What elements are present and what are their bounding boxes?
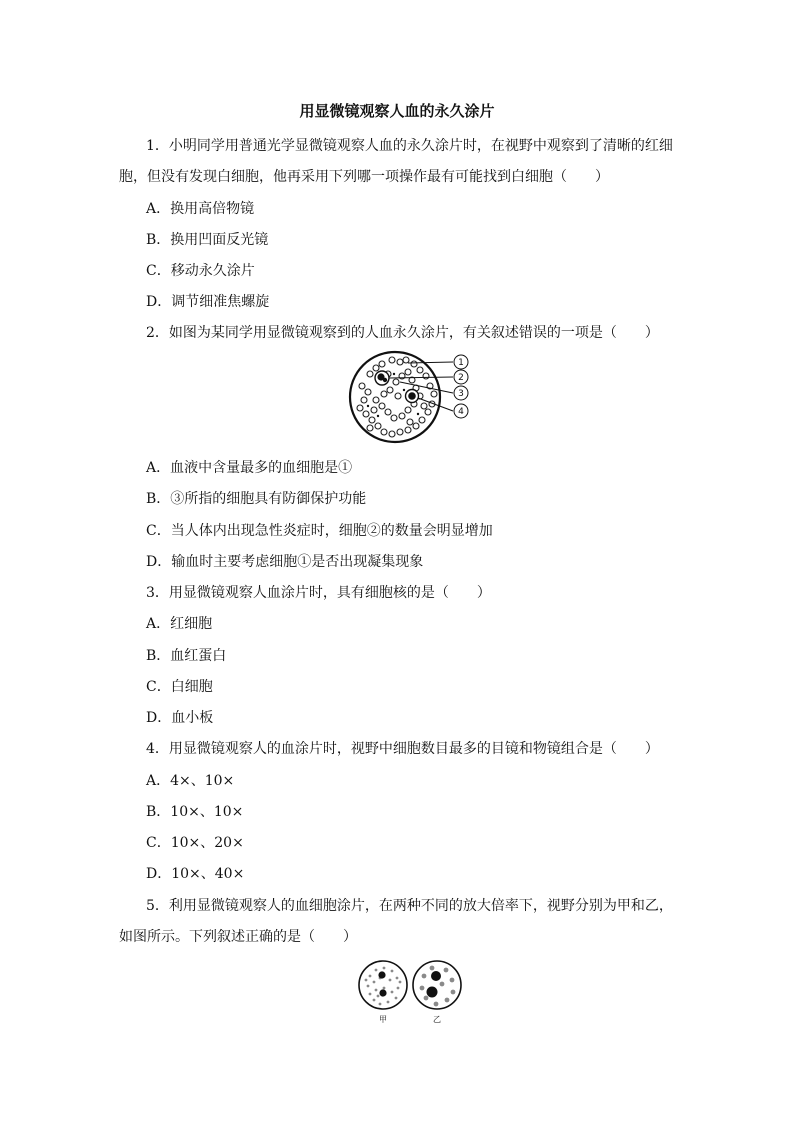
- question-4-option-a: A．4×、10×: [146, 773, 235, 789]
- magnification-diagram: [356, 958, 464, 1026]
- field-of-view-jia: [359, 961, 407, 1009]
- question-3-option-c: C．白细胞: [146, 679, 213, 695]
- page-title: 用显微镜观察人血的永久涂片: [299, 102, 495, 120]
- magnification-figure: [356, 958, 464, 1026]
- question-4-line-1: 4．用显微镜观察人的血涂片时，视野中细胞数目最多的目镜和物镜组合是（ ）: [146, 741, 659, 757]
- question-3-option-d: D．血小板: [146, 710, 214, 726]
- question-2-option-a: A．血液中含量最多的血细胞是①: [146, 460, 353, 476]
- question-2-option-b: B．③所指的细胞具有防御保护功能: [146, 491, 367, 507]
- figure-label-2: 2: [458, 373, 464, 384]
- question-4-option-b: B．10×、10×: [146, 804, 244, 820]
- question-5-line-1: 5．利用显微镜观察人的血细胞涂片，在两种不同的放大倍率下，视野分别为甲和乙，: [146, 898, 673, 914]
- question-3-option-b: B．血红蛋白: [146, 648, 227, 664]
- question-1-line-2: 胞，但没有发现白细胞，他再采用下列哪一项操作最有可能找到白细胞（ ）: [119, 169, 609, 185]
- figure-label-4: 4: [458, 407, 464, 418]
- figure-label-yi: 乙: [433, 1015, 441, 1024]
- question-1-option-a: A．换用高倍物镜: [146, 201, 255, 217]
- question-4-option-c: C．10×、20×: [146, 835, 244, 851]
- question-5-line-2: 如图所示。下列叙述正确的是（ ）: [119, 929, 357, 945]
- question-1-option-c: C．移动永久涂片: [146, 263, 255, 279]
- question-2-option-c: C．当人体内出现急性炎症时，细胞②的数量会明显增加: [146, 523, 493, 539]
- question-1-line-1: 1．小明同学用普通光学显微镜观察人血的永久涂片时，在视野中观察到了清晰的红细: [146, 138, 673, 154]
- figure-label-jia: 甲: [379, 1015, 387, 1024]
- question-2-line-1: 2．如图为某同学用显微镜观察到的人血永久涂片，有关叙述错误的一项是（ ）: [146, 325, 659, 341]
- figure-label-3: 3: [458, 389, 464, 400]
- question-1-option-b: B．换用凹面反光镜: [146, 232, 269, 248]
- question-2-option-d: D．输血时主要考虑细胞①是否出现凝集现象: [146, 554, 424, 570]
- question-1-option-d: D．调节细准焦螺旋: [146, 294, 270, 310]
- blood-smear-figure: [348, 350, 478, 444]
- figure-label-1: 1: [458, 358, 464, 369]
- blood-smear-diagram: [348, 350, 478, 444]
- question-3-option-a: A．红细胞: [146, 616, 213, 632]
- field-of-view-yi: [413, 961, 461, 1009]
- question-3-line-1: 3．用显微镜观察人血涂片时，具有细胞核的是（ ）: [146, 585, 491, 601]
- question-4-option-d: D．10×、40×: [146, 866, 245, 882]
